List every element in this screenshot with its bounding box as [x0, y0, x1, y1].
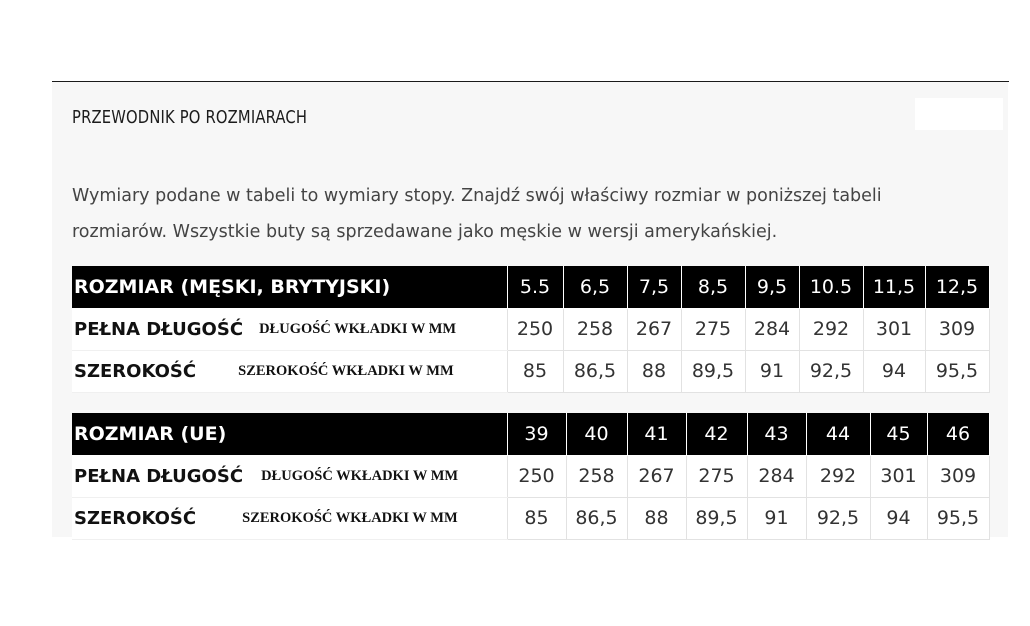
length-label: PEŁNA DŁUGOŚĆ — [74, 466, 244, 487]
size-cell: 7,5 — [627, 266, 681, 308]
width-cell: 88 — [627, 350, 681, 392]
size-cell: 8,5 — [681, 266, 745, 308]
section-title: PRZEWODNIK PO ROZMIARACH — [72, 107, 308, 128]
length-cell: 301 — [863, 308, 925, 350]
blank-box-top-left — [47, 14, 282, 66]
width-cell: 95,5 — [925, 350, 989, 392]
size-header-row — [72, 413, 989, 455]
description-line-2: rozmiarów. Wszystkie buty są sprzedawane jako męskie w wersji amerykańskiej. — [72, 222, 778, 242]
width-cell: 89,5 — [686, 497, 747, 539]
size-header-row — [72, 266, 989, 308]
width-row — [72, 497, 989, 539]
width-row-label — [72, 497, 507, 539]
description-line-1: Wymiary podane w tabeli to wymiary stopy. Znajdź swój właściwy rozmiar w poniższej tabeli — [72, 186, 882, 206]
length-cell: 258 — [566, 455, 627, 497]
size-cell: 5.5 — [507, 266, 563, 308]
size-cell: 40 — [566, 413, 627, 455]
length-cell: 292 — [806, 455, 870, 497]
size-cell: 10.5 — [799, 266, 863, 308]
width-cell: 89,5 — [681, 350, 745, 392]
size-cell: 6,5 — [563, 266, 627, 308]
width-sublabel: SZEROKOŚĆ WKŁADKI W MM — [242, 510, 458, 526]
size-header-label: ROZMIAR (UE) — [72, 413, 507, 455]
width-cell: 91 — [747, 497, 806, 539]
length-cell: 275 — [681, 308, 745, 350]
width-cell: 86,5 — [566, 497, 627, 539]
width-cell: 94 — [863, 350, 925, 392]
size-cell: 9,5 — [745, 266, 799, 308]
length-cell: 309 — [925, 308, 989, 350]
width-cell: 85 — [507, 350, 563, 392]
width-cell: 95,5 — [927, 497, 989, 539]
size-table-uk — [72, 266, 990, 393]
size-cell: 42 — [686, 413, 747, 455]
width-cell: 86,5 — [563, 350, 627, 392]
length-cell: 267 — [627, 308, 681, 350]
width-cell: 92,5 — [806, 497, 870, 539]
length-cell: 250 — [507, 455, 566, 497]
size-guide-description — [72, 178, 972, 250]
size-cell: 41 — [627, 413, 686, 455]
width-cell: 85 — [507, 497, 566, 539]
width-label: SZEROKOŚĆ — [74, 508, 197, 529]
size-header-label: ROZMIAR (MĘSKI, BRYTYJSKI) — [72, 266, 507, 308]
width-cell: 91 — [745, 350, 799, 392]
length-cell: 275 — [686, 455, 747, 497]
size-cell: 44 — [806, 413, 870, 455]
size-cell: 43 — [747, 413, 806, 455]
size-cell: 39 — [507, 413, 566, 455]
length-cell: 250 — [507, 308, 563, 350]
length-row — [72, 308, 989, 350]
length-cell: 301 — [870, 455, 927, 497]
width-cell: 92,5 — [799, 350, 863, 392]
length-cell: 309 — [927, 455, 989, 497]
size-cell: 12,5 — [925, 266, 989, 308]
width-cell: 88 — [627, 497, 686, 539]
length-cell: 258 — [563, 308, 627, 350]
width-sublabel: SZEROKOŚĆ WKŁADKI W MM — [238, 363, 454, 379]
size-table-eu — [72, 413, 990, 540]
length-cell: 284 — [747, 455, 806, 497]
length-row-label — [72, 308, 507, 350]
width-row — [72, 350, 989, 392]
blank-box-top-right — [944, 32, 996, 60]
length-label: PEŁNA DŁUGOŚĆ — [74, 319, 244, 340]
size-cell: 11,5 — [863, 266, 925, 308]
length-cell: 292 — [799, 308, 863, 350]
width-row-label — [72, 350, 507, 392]
length-cell: 267 — [627, 455, 686, 497]
size-cell: 46 — [927, 413, 989, 455]
length-sublabel: DŁUGOŚĆ WKŁADKI W MM — [259, 321, 457, 337]
length-row — [72, 455, 989, 497]
blank-box-panel-right — [915, 98, 1003, 130]
length-cell: 284 — [745, 308, 799, 350]
length-sublabel: DŁUGOŚĆ WKŁADKI W MM — [261, 468, 459, 484]
size-cell: 45 — [870, 413, 927, 455]
width-cell: 94 — [870, 497, 927, 539]
width-label: SZEROKOŚĆ — [74, 361, 197, 382]
length-row-label — [72, 455, 507, 497]
